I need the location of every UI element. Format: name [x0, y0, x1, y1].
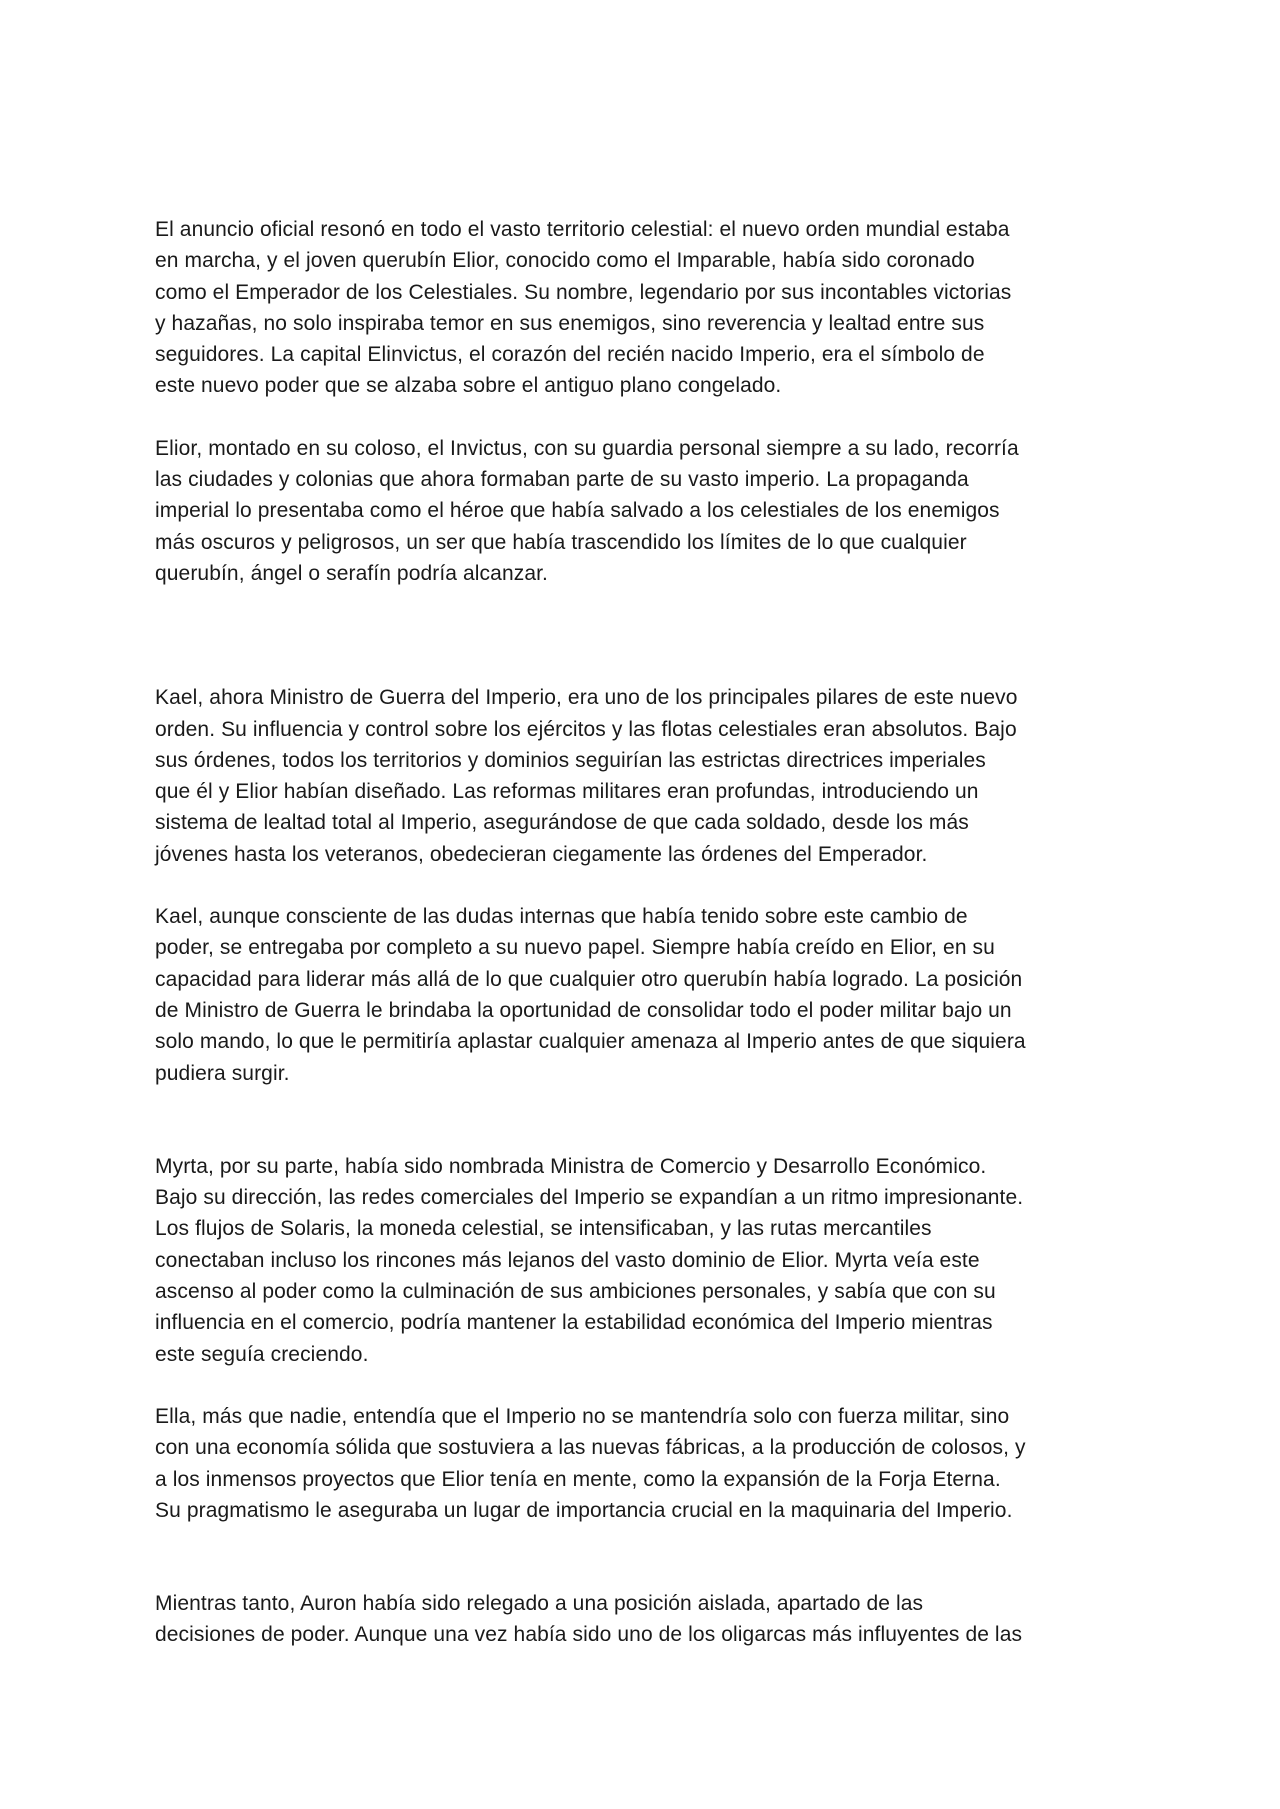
- text-line: que él y Elior habían diseñado. Las reformas militares eran profundas, introduciendo un: [155, 780, 979, 804]
- text-line: poder, se entregaba por completo a su nuevo papel. Siempre había creído en Elior, en su: [155, 936, 995, 960]
- text-line: solo mando, lo que le permitiría aplastar cualquier amenaza al Imperio antes de que siquiera: [155, 1030, 1026, 1054]
- text-line: sistema de lealtad total al Imperio, asegurándose de que cada soldado, desde los más: [155, 811, 969, 835]
- text-line: ascenso al poder como la culminación de sus ambiciones personales, y sabía que con su: [155, 1280, 996, 1304]
- text-line: influencia en el comercio, podría mantener la estabilidad económica del Imperio mientras: [155, 1311, 993, 1335]
- text-line: a los inmensos proyectos que Elior tenía en mente, como la expansión de la Forja Eterna.: [155, 1467, 1001, 1491]
- text-line: Mientras tanto, Auron había sido relegado a una posición aislada, apartado de las: [155, 1592, 924, 1616]
- text-line: en marcha, y el joven querubín Elior, conocido como el Imparable, había sido coronado: [155, 249, 975, 273]
- paragraph-spacer: [155, 1089, 1145, 1151]
- paragraph-2: [155, 433, 1145, 589]
- text-line: Su pragmatismo le aseguraba un lugar de importancia crucial en la maquinaria del Imperio.: [155, 1498, 1013, 1522]
- text-line: capacidad para liderar más allá de lo que cualquier otro querubín había logrado. La posición: [155, 967, 1023, 991]
- text-line: querubín, ángel o serafín podría alcanzar.: [155, 561, 548, 585]
- text-line: jóvenes hasta los veteranos, obedecieran ciegamente las órdenes del Emperador.: [155, 842, 928, 866]
- paragraph-spacer: [155, 870, 1145, 901]
- paragraph-6: [155, 1401, 1145, 1526]
- text-line: orden. Su influencia y control sobre los ejércitos y las flotas celestiales eran absolutos. Bajo: [155, 717, 1017, 741]
- paragraph-spacer: [155, 1526, 1145, 1588]
- text-line: seguidores. La capital Elinvictus, el corazón del recién nacido Imperio, era el símbolo de: [155, 343, 985, 367]
- text-line: más oscuros y peligrosos, un ser que había trascendido los límites de lo que cualquier: [155, 530, 967, 554]
- paragraph-1: [155, 214, 1145, 402]
- text-line: las ciudades y colonias que ahora formaban parte de su vasto imperio. La propaganda: [155, 468, 969, 492]
- paragraph-3: [155, 682, 1145, 870]
- text-line: y hazañas, no solo inspiraba temor en sus enemigos, sino reverencia y lealtad entre sus: [155, 311, 985, 335]
- text-line: de Ministro de Guerra le brindaba la oportunidad de consolidar todo el poder militar bajo un: [155, 998, 1012, 1022]
- paragraph-spacer: [155, 402, 1145, 433]
- text-line: El anuncio oficial resonó en todo el vasto territorio celestial: el nuevo orden mundial estaba: [155, 218, 1010, 241]
- paragraph-7: [155, 1588, 1145, 1651]
- text-line: como el Emperador de los Celestiales. Su nombre, legendario por sus incontables victorias: [155, 280, 1012, 304]
- text-line: decisiones de poder. Aunque una vez había sido uno de los oligarcas más influyentes de las: [155, 1623, 1023, 1647]
- text-line: Ella, más que nadie, entendía que el Imperio no se mantendría solo con fuerza militar, sino: [155, 1404, 1010, 1428]
- paragraph-5: [155, 1151, 1145, 1370]
- text-line: este seguía creciendo.: [155, 1342, 369, 1366]
- document-body: [155, 214, 1145, 1651]
- paragraph-spacer: [155, 1370, 1145, 1401]
- paragraph-4: [155, 901, 1145, 1089]
- text-line: pudiera surgir.: [155, 1061, 290, 1085]
- paragraph-spacer: [155, 589, 1145, 682]
- text-line: Elior, montado en su coloso, el Invictus, con su guardia personal siempre a su lado, recorría: [155, 436, 1019, 460]
- text-line: Bajo su dirección, las redes comerciales del Imperio se expandían a un ritmo impresionante.: [155, 1186, 1024, 1210]
- text-line: Kael, ahora Ministro de Guerra del Imperio, era uno de los principales pilares de este nuevo: [155, 686, 1018, 710]
- text-line: Kael, aunque consciente de las dudas internas que había tenido sobre este cambio de: [155, 905, 968, 929]
- text-line: Myrta, por su parte, había sido nombrada Ministra de Comercio y Desarrollo Económico.: [155, 1154, 987, 1178]
- text-line: este nuevo poder que se alzaba sobre el antiguo plano congelado.: [155, 374, 782, 398]
- text-line: Los flujos de Solaris, la moneda celestial, se intensificaban, y las rutas mercantiles: [155, 1217, 932, 1241]
- text-line: sus órdenes, todos los territorios y dominios seguirían las estrictas directrices imperiales: [155, 748, 986, 772]
- text-line: imperial lo presentaba como el héroe que había salvado a los celestiales de los enemigos: [155, 499, 1000, 523]
- text-line: conectaban incluso los rincones más lejanos del vasto dominio de Elior. Myrta veía este: [155, 1248, 980, 1272]
- text-line: con una economía sólida que sostuviera a las nuevas fábricas, a la producción de colosos, y: [155, 1436, 1026, 1460]
